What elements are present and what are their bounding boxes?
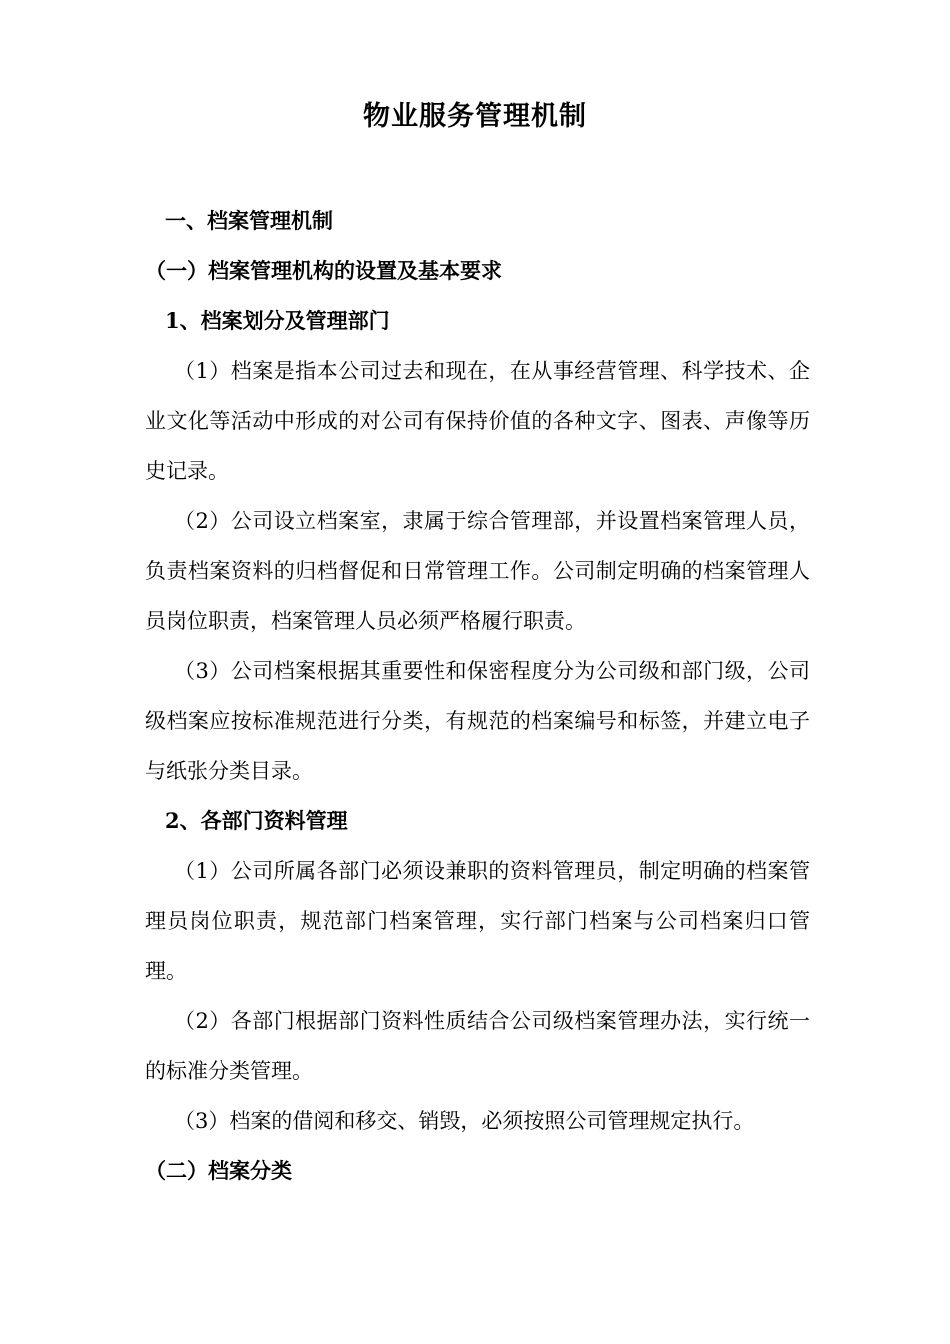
paragraph-archive-room: （2）公司设立档案室，隶属于综合管理部，并设置档案管理人员，负责档案资料的归档督促和日常管理工作。公司制定明确的档案管理人员岗位职责，档案管理人员必须严格履行职责。 [145,509,810,633]
paragraph-department-admin: （1）公司所属各部门必须设兼职的资料管理员，制定明确的档案管理员岗位职责，规范部门档案管理，实行部门档案与公司档案归口管理。 [145,859,810,983]
item-heading-archive-division: 1、档案划分及管理部门 [165,308,390,333]
paragraph-archive-definition: （1）档案是指本公司过去和现在，在从事经营管理、科学技术、企业文化等活动中形成的对公司有保持价值的各种文字、图表、声像等历史记录。 [145,359,810,483]
paragraph-archive-levels: （3）公司档案根据其重要性和保密程度分为公司级和部门级，公司级档案应按标准规范进行分类，有规范的档案编号和标签，并建立电子与纸张分类目录。 [145,659,810,783]
item-heading-department-materials: 2、各部门资料管理 [165,808,348,833]
subsection-heading-archive-organization: （一）档案管理机构的设置及基本要求 [145,258,502,283]
section-heading-archive-mechanism: 一、档案管理机制 [165,208,333,233]
paragraph-borrow-transfer: （3）档案的借阅和移交、销毁，必须按照公司管理规定执行。 [174,1109,755,1133]
paragraph-department-classification: （2）各部门根据部门资料性质结合公司级档案管理办法，实行统一的标准分类管理。 [145,1009,810,1083]
document-title: 物业服务管理机制 [363,101,587,132]
subsection-heading-archive-classification: （二）档案分类 [145,1158,292,1183]
